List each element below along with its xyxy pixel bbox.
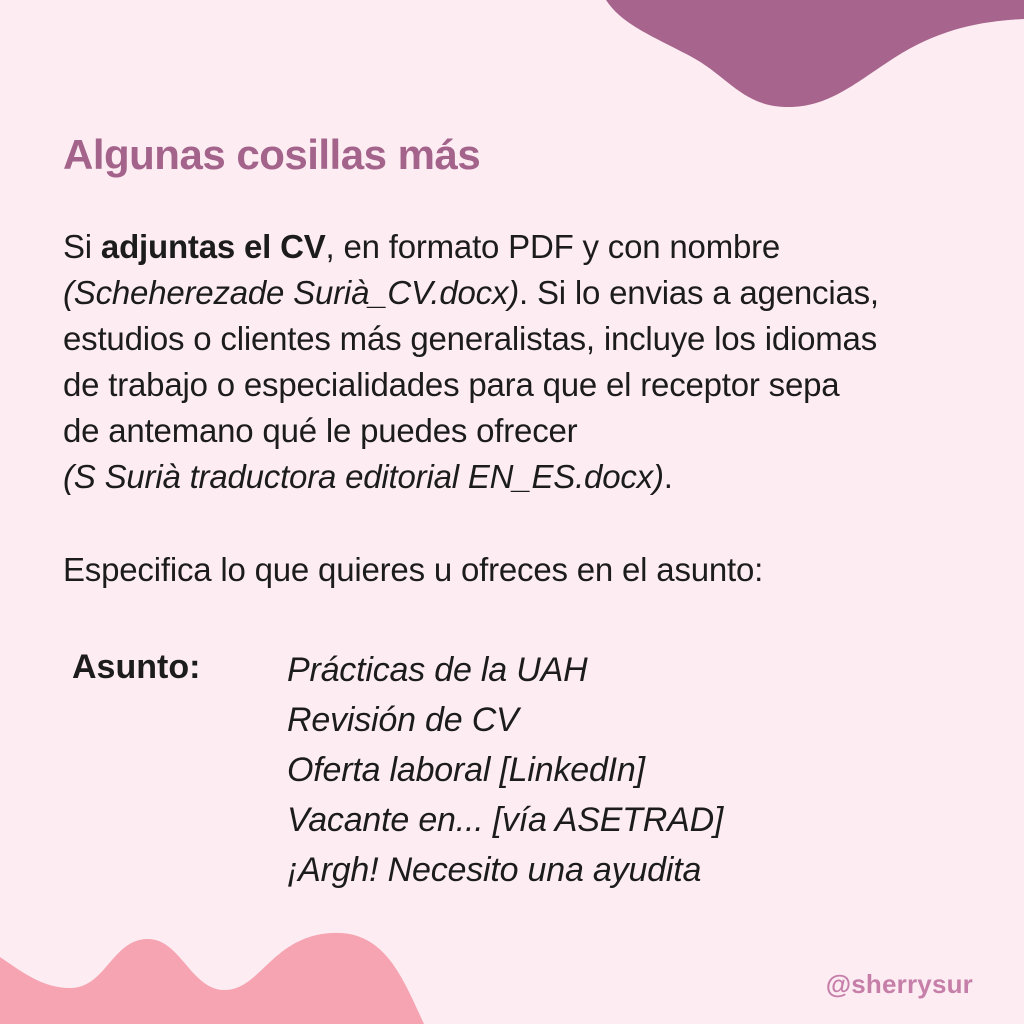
subject-block <box>72 645 723 895</box>
subject-example-item: ¡Argh! Necesito una ayudita <box>287 851 702 889</box>
instruction-line: Especifica lo que quieres u ofreces en el asunto: <box>63 551 764 588</box>
text-segment: , en formato PDF y con nombre <box>325 228 781 265</box>
text-segment: de trabajo o especialidades para que el receptor sepa <box>63 366 840 403</box>
text-segment: Si <box>63 228 101 265</box>
subject-example-item: Oferta laboral [LinkedIn] <box>287 751 645 789</box>
text-line <box>63 408 879 454</box>
subject-example-item: Prácticas de la UAH <box>287 651 588 689</box>
creator-handle: @sherrysur <box>825 969 973 999</box>
subject-label: Asunto: <box>72 648 201 686</box>
page-title: Algunas cosillas más <box>63 131 481 178</box>
blob-bottom-left <box>0 933 424 1024</box>
bold-emphasis: adjuntas el CV <box>100 228 326 265</box>
text-line <box>63 224 879 270</box>
intro-paragraph <box>63 224 879 500</box>
text-line <box>63 454 879 500</box>
text-line <box>63 270 879 316</box>
blob-top-right <box>606 0 1024 107</box>
text-line <box>63 316 879 362</box>
subject-example-item: Revisión de CV <box>287 701 519 739</box>
text-line <box>63 362 879 408</box>
text-segment: . <box>663 458 673 495</box>
text-segment: estudios o clientes más generalistas, incluye los idiomas <box>63 320 878 357</box>
file-name: (Scheherezade Surià_CV.docx) <box>63 274 520 311</box>
text-segment: de antemano qué le puedes ofrecer <box>63 412 578 449</box>
file-name: (S Surià traductora editorial EN_ES.docx) <box>63 458 664 495</box>
text-segment: . Si lo envias a agencias, <box>519 274 879 311</box>
subject-examples-list <box>287 645 723 895</box>
subject-example-item: Vacante en... [vía ASETRAD] <box>287 801 724 839</box>
